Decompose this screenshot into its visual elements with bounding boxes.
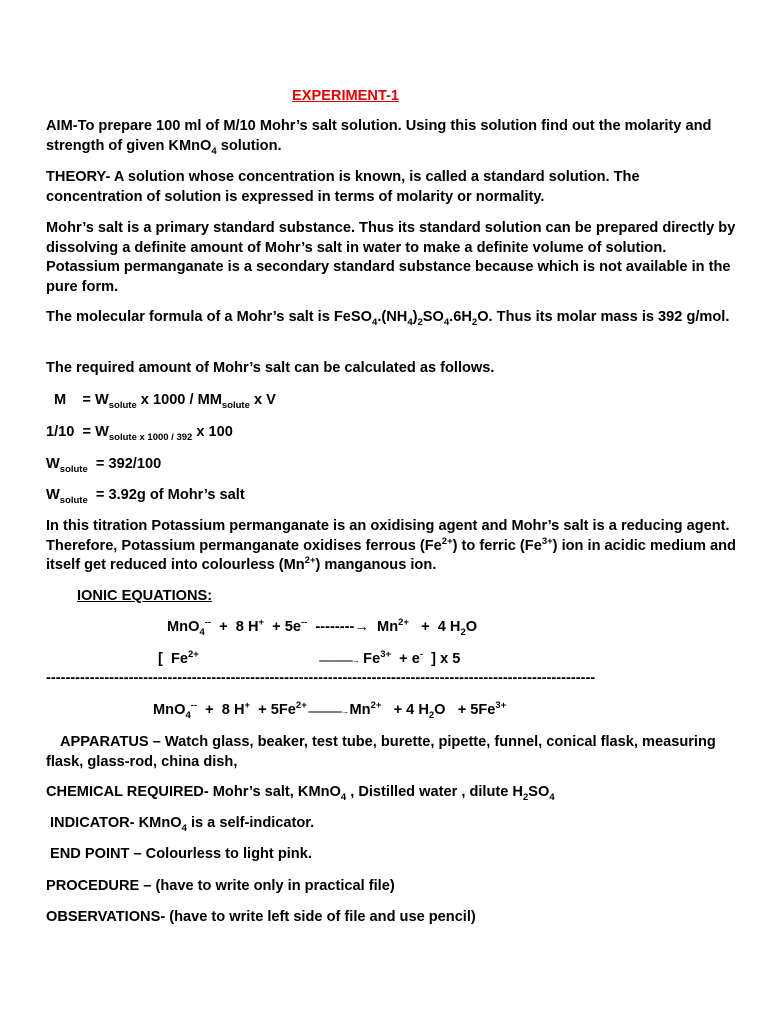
ionic-equation-net: MnO$_4$-- + 8 $H^+ + 5Fe^{2+}$ --------------------→ $Mn^{2+} + 4$ $H_2O + 5Fe^{3+}$ (153, 700, 507, 721)
ionic-equation-reduction: MnO$_4$-- + 8 H+ + 5e-- --------→ $Mn^{2+} + 4$ $H_2O$ (167, 617, 478, 638)
equation-substitution: $1/10 = W_{solute x 1000 / 392}$ x 100 (46, 424, 233, 443)
ionic-equations-heading: IONIC EQUATIONS: (77, 588, 213, 604)
aim-paragraph: AIM-To prepare 100 ml of M/10 Mohr’s salt solution. Using this solution find out the molarity and strength of given KMnO$_4$ solution. (46, 118, 712, 157)
procedure-line: PROCEDURE – (have to write only in practical file) (46, 878, 395, 894)
observations-line: OBSERVATIONS- (have to write left side of file and use pencil) (46, 909, 476, 925)
indicator-line: INDICATOR- KMnO$_4$ is a self-indicator. (50, 815, 315, 834)
end-point-line: END POINT – Colourless to light pink. (50, 846, 312, 862)
equation-divider: ----------------------------------------------------------------------------------------------------------------- (46, 670, 596, 686)
equation-molarity: M = $W_{solute}$ x $1000 / MM_{solute}$ x V (54, 392, 276, 411)
apparatus-paragraph: APPARATUS – Watch glass, beaker, test tube, burette, pipette, funnel, conical flask, measuring flask, glass-rod, china dish, (46, 734, 716, 770)
theory-paragraph: THEORY- A solution whose concentration is known, is called a standard solution. The concentration of solution is expressed in terms of molarity or normality. (46, 169, 640, 205)
ionic-equation-oxidation: [ $Fe^{2+}--------------------\to Fe^{3+} + e^-$ ] x 5 (158, 649, 461, 667)
required-amount-line: The required amount of Mohr’s salt can be calculated as follows. (46, 360, 495, 376)
equation-weight-ratio: $W_{solute} = 392/100$ (46, 456, 162, 475)
equation-weight-result: $W_{solute} = 3.92g$ of Mohr’s salt (46, 487, 245, 506)
molecular-formula-paragraph: The molecular formula of a Mohr’s salt is $FeSO_4.(NH_4)_2SO_4.6H_2O$. Thus its molar mass is 392 g/mol. (46, 309, 730, 328)
chemicals-line: CHEMICAL REQUIRED- Mohr’s salt, KMnO$_4$ , Distilled water , dilute $H_2SO_4$ (46, 784, 555, 803)
page-title: EXPERIMENT-1 (292, 88, 400, 104)
titration-paragraph: In this titration Potassium permanganate is an oxidising agent and Mohr’s salt is a reducing agent. Therefore, Potassium permanganate oxidises ferrous $(Fe^{2+})$ to ferric $(Fe^{3+})$ ion in acidic medium and itself get reduced into colourless $(Mn^{2+})$ manganous ion. (46, 518, 736, 574)
mohr-salt-paragraph: Mohr’s salt is a primary standard substance. Thus its standard solution can be prepared directly by dissolving a definite amount of Mohr’s salt in water to make a definite volume of solution. Potassium permanganate is a secondary standard substance because which is not available in the pure form. (46, 220, 736, 295)
